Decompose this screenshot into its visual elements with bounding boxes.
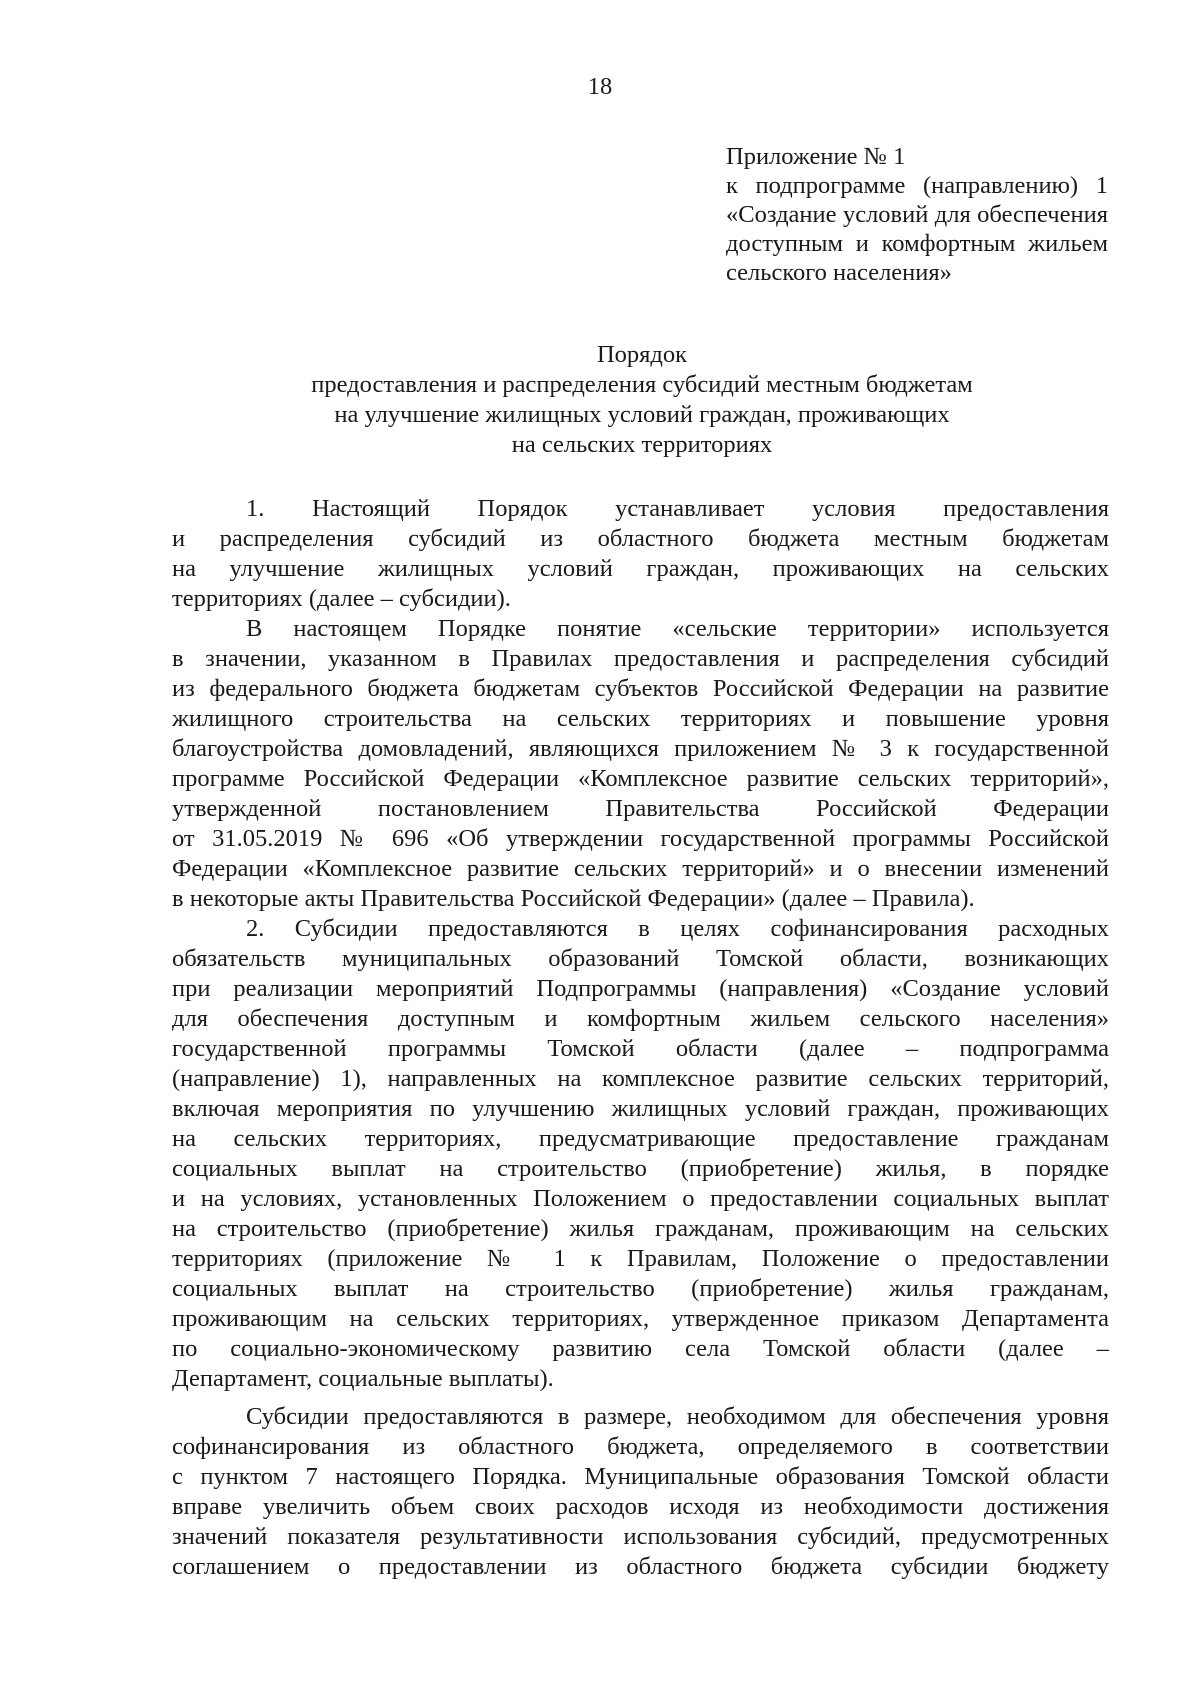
paragraph-gap <box>172 1394 1109 1402</box>
paragraph-line: обязательств муниципальных образований Томской области, возникающих <box>172 945 1109 972</box>
paragraph-line: с пунктом 7 настоящего Порядка. Муниципальные образования Томской области <box>172 1463 1109 1490</box>
paragraph-line: 2. Субсидии предоставляются в целях софинансирования расходных <box>246 915 1109 942</box>
appendix-line: Приложение № 1 <box>726 143 906 170</box>
paragraph-line: Субсидии предоставляются в размере, необходимом для обеспечения уровня <box>246 1403 1109 1430</box>
paragraph-line: на строительство (приобретение) жилья гражданам, проживающим на сельских <box>172 1215 1109 1242</box>
paragraph-line: социальных выплат на строительство (приобретение) жилья, в порядке <box>172 1155 1109 1182</box>
paragraph-line: и распределения субсидий из областного бюджета местным бюджетам <box>172 525 1109 552</box>
paragraph-line: на улучшение жилищных условий граждан, проживающих на сельских <box>172 555 1109 582</box>
paragraph-line: в некоторые акты Правительства Российской Федерации» (далее – Правила). <box>172 885 975 912</box>
paragraph-line: Федерации «Комплексное развитие сельских территорий» и о внесении изменений <box>172 855 1109 882</box>
paragraph <box>172 494 1109 614</box>
paragraph-line: территориях (приложение № 1 к Правилам, Положение о предоставлении <box>172 1245 1109 1272</box>
paragraph-line: вправе увеличить объем своих расходов исходя из необходимости достижения <box>172 1493 1109 1520</box>
paragraph-line: софинансирования из областного бюджета, определяемого в соответствии <box>172 1433 1109 1460</box>
paragraph-line: утвержденной постановлением Правительства Российской Федерации <box>172 795 1109 822</box>
appendix-line: «Создание условий для обеспечения <box>726 201 1108 228</box>
paragraph-line: по социально-экономическому развитию села Томской области (далее – <box>172 1335 1109 1362</box>
paragraph-line: включая мероприятия по улучшению жилищных условий граждан, проживающих <box>172 1095 1109 1122</box>
title-line: на улучшение жилищных условий граждан, проживающих <box>334 401 950 428</box>
paragraph <box>172 614 1109 914</box>
title-line: предоставления и распределения субсидий местным бюджетам <box>311 371 973 398</box>
paragraph-line: (направление) 1), направленных на комплексное развитие сельских территорий, <box>172 1065 1109 1092</box>
paragraph-line: 1. Настоящий Порядок устанавливает условия предоставления <box>246 495 1109 522</box>
paragraph-line: в значении, указанном в Правилах предоставления и распределения субсидий <box>172 645 1109 672</box>
paragraph-line: программе Российской Федерации «Комплексное развитие сельских территорий», <box>172 765 1109 792</box>
appendix-line: к подпрограмме (направлению) 1 <box>726 172 1108 199</box>
paragraph-line: проживающим на сельских территориях, утвержденное приказом Департамента <box>172 1305 1109 1332</box>
paragraph-line: благоустройства домовладений, являющихся приложением № 3 к государственной <box>172 735 1109 762</box>
body-text <box>172 494 1109 1582</box>
paragraph-line: и на условиях, установленных Положением о предоставлении социальных выплат <box>172 1185 1109 1212</box>
paragraph-line: государственной программы Томской области (далее – подпрограмма <box>172 1035 1109 1062</box>
paragraph-line: территориях (далее – субсидии). <box>172 585 511 612</box>
paragraph-line: для обеспечения доступным и комфортным жильем сельского населения» <box>172 1005 1109 1032</box>
paragraph-line: социальных выплат на строительство (приобретение) жилья гражданам, <box>172 1275 1109 1302</box>
title-line: на сельских территориях <box>511 431 773 458</box>
title-line: Порядок <box>596 341 688 368</box>
paragraph-line: Департамент, социальные выплаты). <box>172 1365 554 1392</box>
paragraph-line: из федерального бюджета бюджетам субъектов Российской Федерации на развитие <box>172 675 1109 702</box>
document-title <box>0 340 1200 460</box>
page-number: 18 <box>587 73 613 100</box>
paragraph-line: на сельских территориях, предусматривающие предоставление гражданам <box>172 1125 1109 1152</box>
appendix-header <box>726 142 1108 287</box>
appendix-line: сельского населения» <box>726 259 952 286</box>
paragraph-line: значений показателя результативности использования субсидий, предусмотренных <box>172 1523 1109 1550</box>
appendix-line: доступным и комфортным жильем <box>726 230 1108 257</box>
paragraph-line: В настоящем Порядке понятие «сельские территории» используется <box>246 615 1109 642</box>
paragraph <box>172 914 1109 1394</box>
paragraph-line: при реализации мероприятий Подпрограммы (направления) «Создание условий <box>172 975 1109 1002</box>
paragraph-line: от 31.05.2019 № 696 «Об утверждении государственной программы Российской <box>172 825 1109 852</box>
paragraph-line: соглашением о предоставлении из областного бюджета субсидии бюджету <box>172 1553 1109 1580</box>
paragraph-line: жилищного строительства на сельских территориях и повышение уровня <box>172 705 1109 732</box>
paragraph <box>172 1402 1109 1582</box>
